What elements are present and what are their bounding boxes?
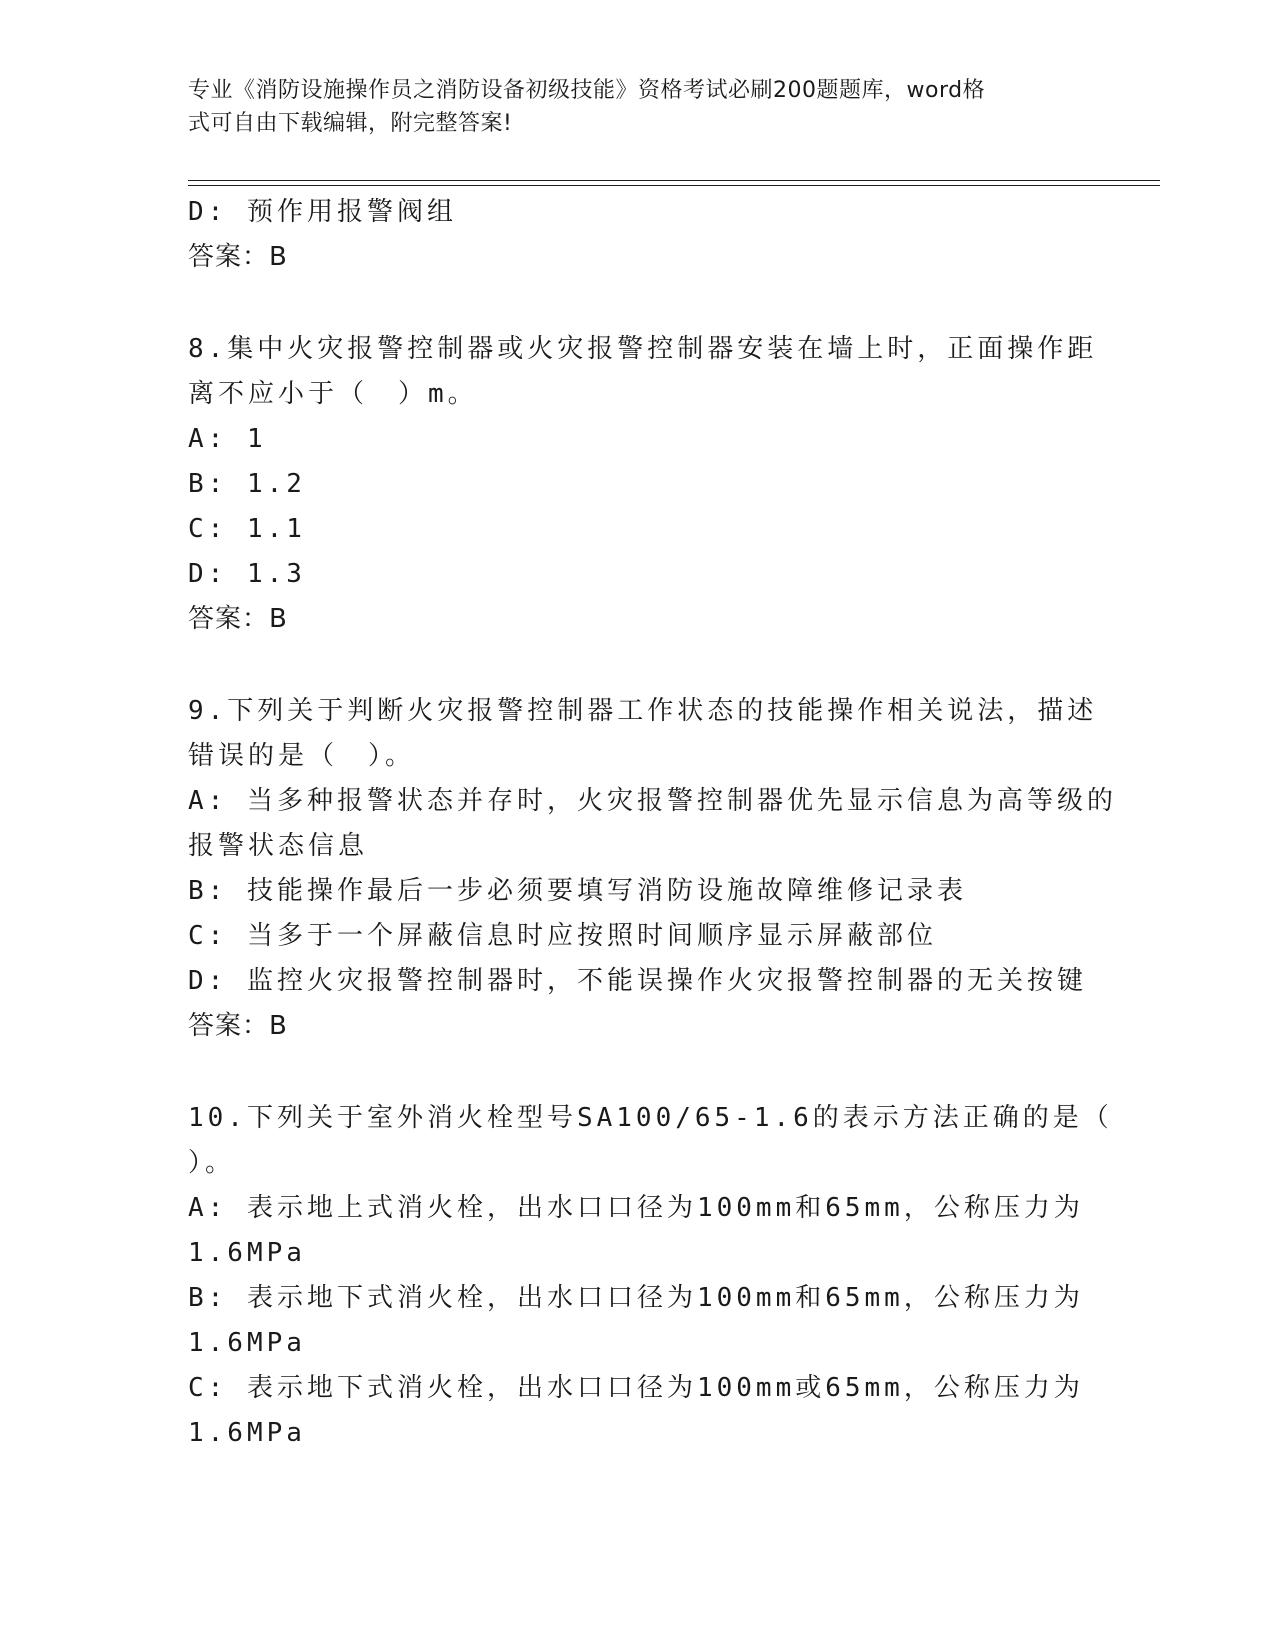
question-stem-cont: ）。 xyxy=(188,1148,236,1178)
option-a-cont: 报警状态信息 xyxy=(188,831,369,861)
header-line-1: 专业《消防设施操作员之消防设备初级技能》资格考试必刷200题题库，word格 xyxy=(188,78,986,103)
question-list xyxy=(188,190,1117,1456)
option-d: D: 1.3 xyxy=(188,559,306,589)
option-b-cont: 1.6MPa xyxy=(188,1328,306,1358)
option-d: D: 监控火灾报警控制器时，不能误操作火灾报警控制器的无关按键 xyxy=(188,966,1087,996)
option-c: C: 1.1 xyxy=(188,514,306,544)
question-8 xyxy=(188,327,1098,642)
option-d: D: 预作用报警阀组 xyxy=(188,197,457,227)
question-9 xyxy=(188,689,1117,1049)
question-stem-cont: 离不应小于（ ）m。 xyxy=(188,379,478,409)
option-c-cont: 1.6MPa xyxy=(188,1418,306,1448)
option-b: B: 1.2 xyxy=(188,469,306,499)
answer: 答案：B xyxy=(188,1011,288,1041)
question-stem: 9.下列关于判断火灾报警控制器工作状态的技能操作相关说法，描述 xyxy=(188,696,1098,726)
answer: 答案：B xyxy=(188,242,288,272)
option-c: C: 表示地下式消火栓，出水口口径为100mm或65mm，公称压力为 xyxy=(188,1373,1084,1403)
option-a: A: 当多种报警状态并存时，火灾报警控制器优先显示信息为高等级的 xyxy=(188,786,1117,816)
question-stem: 8.集中火灾报警控制器或火灾报警控制器安装在墙上时，正面操作距 xyxy=(188,334,1098,364)
option-a-cont: 1.6MPa xyxy=(188,1238,306,1268)
question-10 xyxy=(188,1096,1113,1456)
option-c: C: 当多于一个屏蔽信息时应按照时间顺序显示屏蔽部位 xyxy=(188,921,937,951)
question-stem-cont: 错误的是（ ）。 xyxy=(188,741,416,771)
header-divider-top xyxy=(188,180,1160,181)
option-b: B: 技能操作最后一步必须要填写消防设施故障维修记录表 xyxy=(188,876,967,906)
option-a: A: 1 xyxy=(188,424,267,454)
option-a: A: 表示地上式消火栓，出水口口径为100mm和65mm，公称压力为 xyxy=(188,1193,1084,1223)
previous-question-tail xyxy=(188,190,1088,280)
document-header xyxy=(188,74,1068,140)
option-b: B: 表示地下式消火栓，出水口口径为100mm和65mm，公称压力为 xyxy=(188,1283,1084,1313)
header-line-2: 式可自由下载编辑，附完整答案! xyxy=(188,111,513,136)
header-divider-bottom xyxy=(188,185,1160,186)
question-stem: 10.下列关于室外消火栓型号SA100/65-1.6的表示方法正确的是（ xyxy=(188,1103,1113,1133)
answer: 答案：B xyxy=(188,604,288,634)
